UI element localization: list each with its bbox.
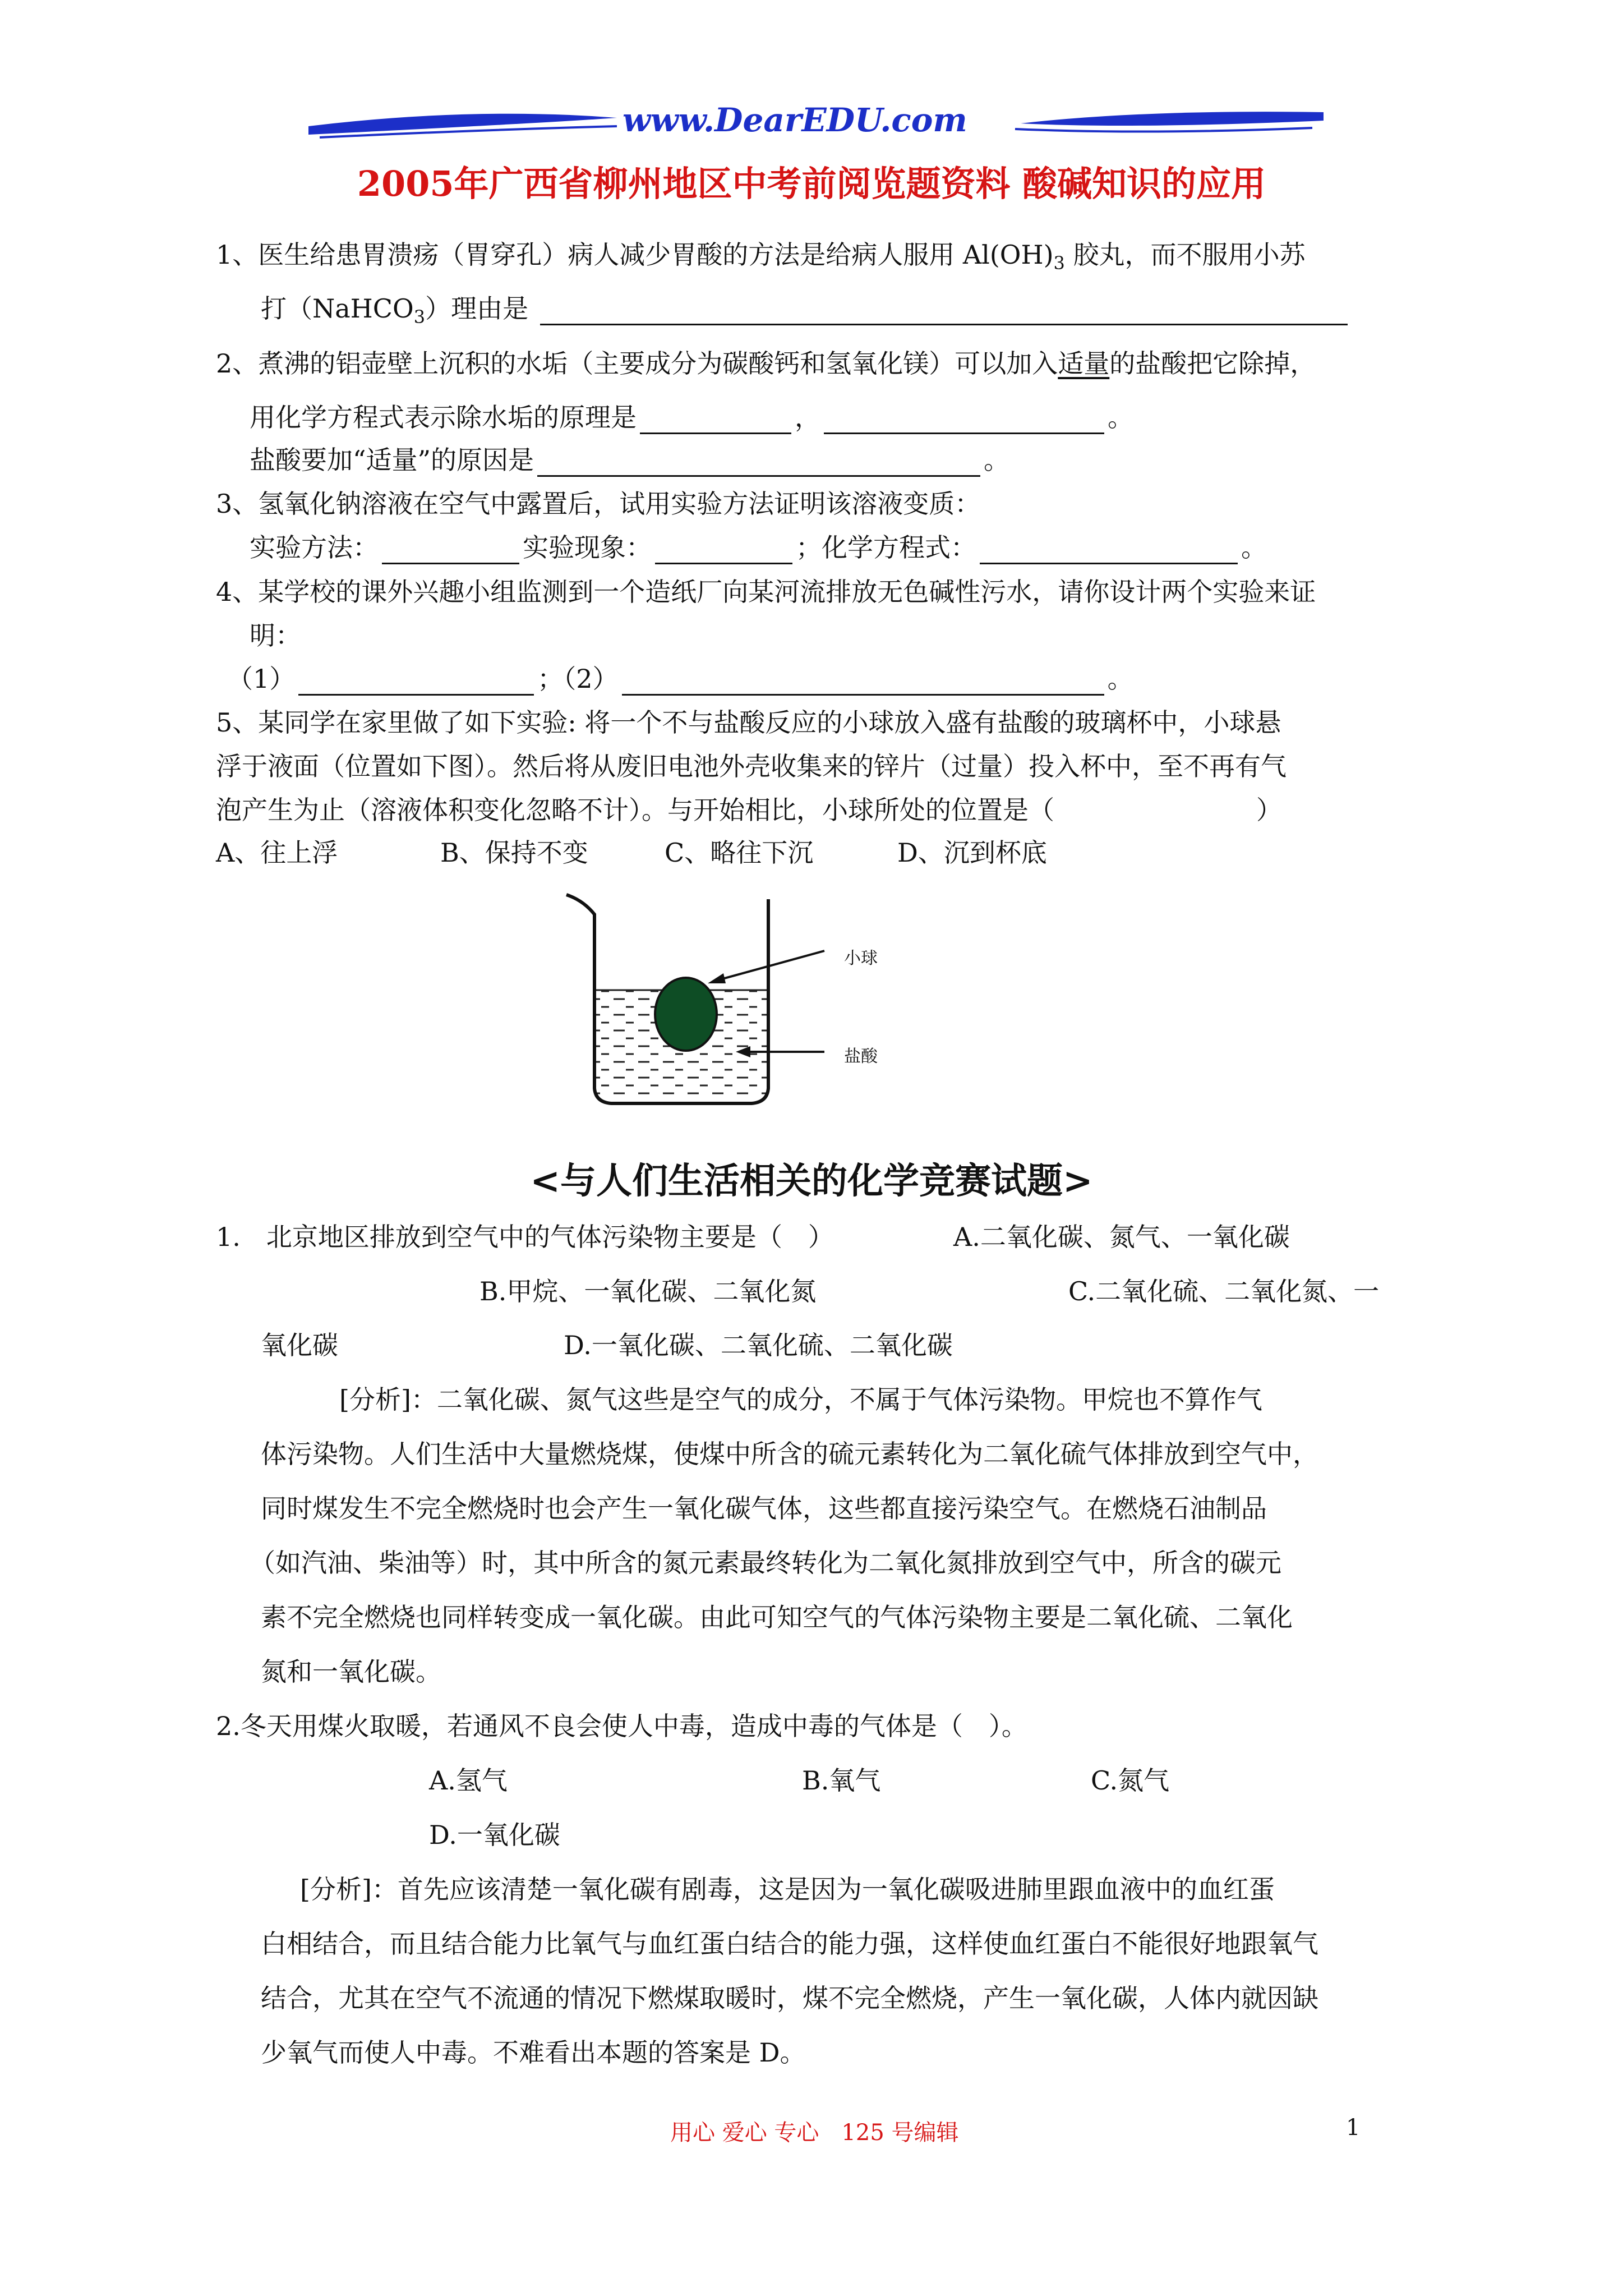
q5-option-d: D、沉到杯底 [897, 838, 1047, 868]
c2-analysis-line4: 少氧气而使人中毒。不难看出本题的答案是 D。 [261, 2037, 806, 2068]
section-title: <与人们生活相关的化学竞赛试题> [530, 1160, 1093, 1202]
c1-analysis-line1: [分析]：二氧化碳、氮气这些是空气的成分，不属于气体污染物。甲烷也不算作气 [339, 1384, 1262, 1415]
q2-equation-blank-2[interactable] [824, 408, 1104, 434]
q3-method-blank[interactable] [382, 538, 519, 564]
c1-analysis-line3: 同时煤发生不完全燃烧时也会产生一氧化碳气体，这些都直接污染空气。在燃烧石油制品 [261, 1493, 1267, 1524]
q2-line1: 2、煮沸的铝壶壁上沉积的水垢（主要成分为碳酸钙和氢氧化镁）可以加入适量的盐酸把它除掉， [216, 348, 1316, 379]
q3-line2: 实验方法： 实验现象： ；化学方程式： 。 [250, 531, 1267, 564]
q1-line2: 打（NaHCO$_3$）理由是 [261, 292, 1351, 325]
q5-line2: 浮于液面（位置如下图）。然后将从废旧电池外壳收集来的锌片（过量）投入杯中，至不再有气 [216, 751, 1287, 781]
q5-option-c: C、略往下沉 [665, 838, 814, 868]
q3-line1: 3、氢氧化钠溶液在空气中露置后，试用实验方法证明该溶液变质： [216, 489, 981, 519]
banner-site-name: www.DearEDU.com [623, 101, 967, 139]
q2-line2: 用化学方程式表示除水垢的原理是 ， 。 [250, 401, 1133, 434]
q4-line2: 明： [250, 620, 301, 651]
c2-analysis-line1: [分析]：首先应该清楚一氧化碳有剧毒，这是因为一氧化碳吸进肺里跟血液中的血红蛋 [300, 1874, 1275, 1904]
c2-option-a: A.氢气 [429, 1765, 508, 1796]
page-number: 1 [1346, 2115, 1361, 2141]
label-ball: 小球 [844, 949, 878, 968]
q2-reason-blank[interactable] [537, 450, 980, 477]
footer-text: 用心 爱心 专心 125 号编辑 [670, 2120, 959, 2146]
q2-equation-blank-1[interactable] [640, 408, 791, 434]
label-acid: 盐酸 [844, 1047, 878, 1066]
q4-experiment1-blank[interactable] [298, 669, 534, 696]
c2-stem: 2.冬天用煤火取暖，若通风不良会使人中毒，造成中毒的气体是（ ）。 [216, 1711, 1027, 1741]
c1-option-c: C.二氧化硫、二氧化氮、一 [1068, 1276, 1380, 1306]
c1-option-c-cont: 氧化碳 [261, 1330, 338, 1360]
c1-option-a: A.二氧化碳、氮气、一氧化碳 [953, 1222, 1290, 1252]
beaker-diagram [561, 884, 875, 1114]
c2-option-b: B.氧气 [802, 1765, 881, 1796]
q5-option-b: B、保持不变 [440, 838, 588, 868]
c2-analysis-line2: 白相结合，而且结合能力比氧气与血红蛋白结合的能力强，这样使血红蛋白不能很好地跟氧气 [261, 1929, 1318, 1959]
q3-phenomenon-blank[interactable] [655, 538, 792, 564]
q2-line3: 盐酸要加“适量”的原因是 。 [250, 443, 1009, 477]
c1-option-d: D.一氧化碳、二氧化硫、二氧化碳 [564, 1330, 953, 1360]
q1-answer-blank[interactable] [540, 299, 1348, 325]
c2-analysis-line3: 结合，尤其在空气不流通的情况下燃煤取暖时，煤不完全燃烧，产生一氧化碳，人体内就因缺 [261, 1983, 1318, 2013]
q3-equation-blank[interactable] [980, 538, 1238, 564]
q5-line1: 5、某同学在家里做了如下实验: 将一个不与盐酸反应的小球放入盛有盐酸的玻璃杯中，小球悬 [216, 707, 1281, 738]
q5-option-a: A、往上浮 [216, 838, 338, 868]
q4-line1: 4、某学校的课外兴趣小组监测到一个造纸厂向某河流排放无色碱性污水，请你设计两个实验来证 [216, 577, 1316, 607]
c2-option-c: C.氮气 [1091, 1765, 1170, 1796]
c1-analysis-line4: （如汽油、柴油等）时，其中所含的氮元素最终转化为二氧化氮排放到空气中，所含的碳元 [250, 1548, 1281, 1578]
c1-option-b: B.甲烷、一氧化碳、二氧化氮 [479, 1276, 817, 1306]
c1-analysis-line2: 体污染物。人们生活中大量燃烧煤，使煤中所含的硫元素转化为二氧化硫气体排放到空气中， [261, 1439, 1318, 1469]
q4-line3: （1） ；（2） 。 [227, 662, 1133, 696]
c1-analysis-line5: 素不完全燃烧也同样转变成一氧化碳。由此可知空气的气体污染物主要是二氧化硫、二氧化 [261, 1602, 1293, 1632]
q4-experiment2-blank[interactable] [622, 669, 1104, 696]
page-title: 2005年广西省柳州地区中考前阅览题资料 酸碱知识的应用 [357, 163, 1266, 204]
c2-option-d: D.一氧化碳 [429, 1820, 560, 1850]
c1-stem: 1. 北京地区排放到空气中的气体污染物主要是（ ） [216, 1222, 834, 1252]
q1-line1: 1、医生给患胃溃疡（胃穿孔）病人减少胃酸的方法是给病人服用 $Al(OH)_3$ 胶丸，而不服用小苏 [216, 240, 1306, 274]
c1-analysis-line6: 氮和一氧化碳。 [261, 1657, 441, 1687]
q5-line3: 泡产生为止（溶液体积变化忽略不计）。与开始相比，小球所处的位置是（ ） [216, 795, 1282, 825]
